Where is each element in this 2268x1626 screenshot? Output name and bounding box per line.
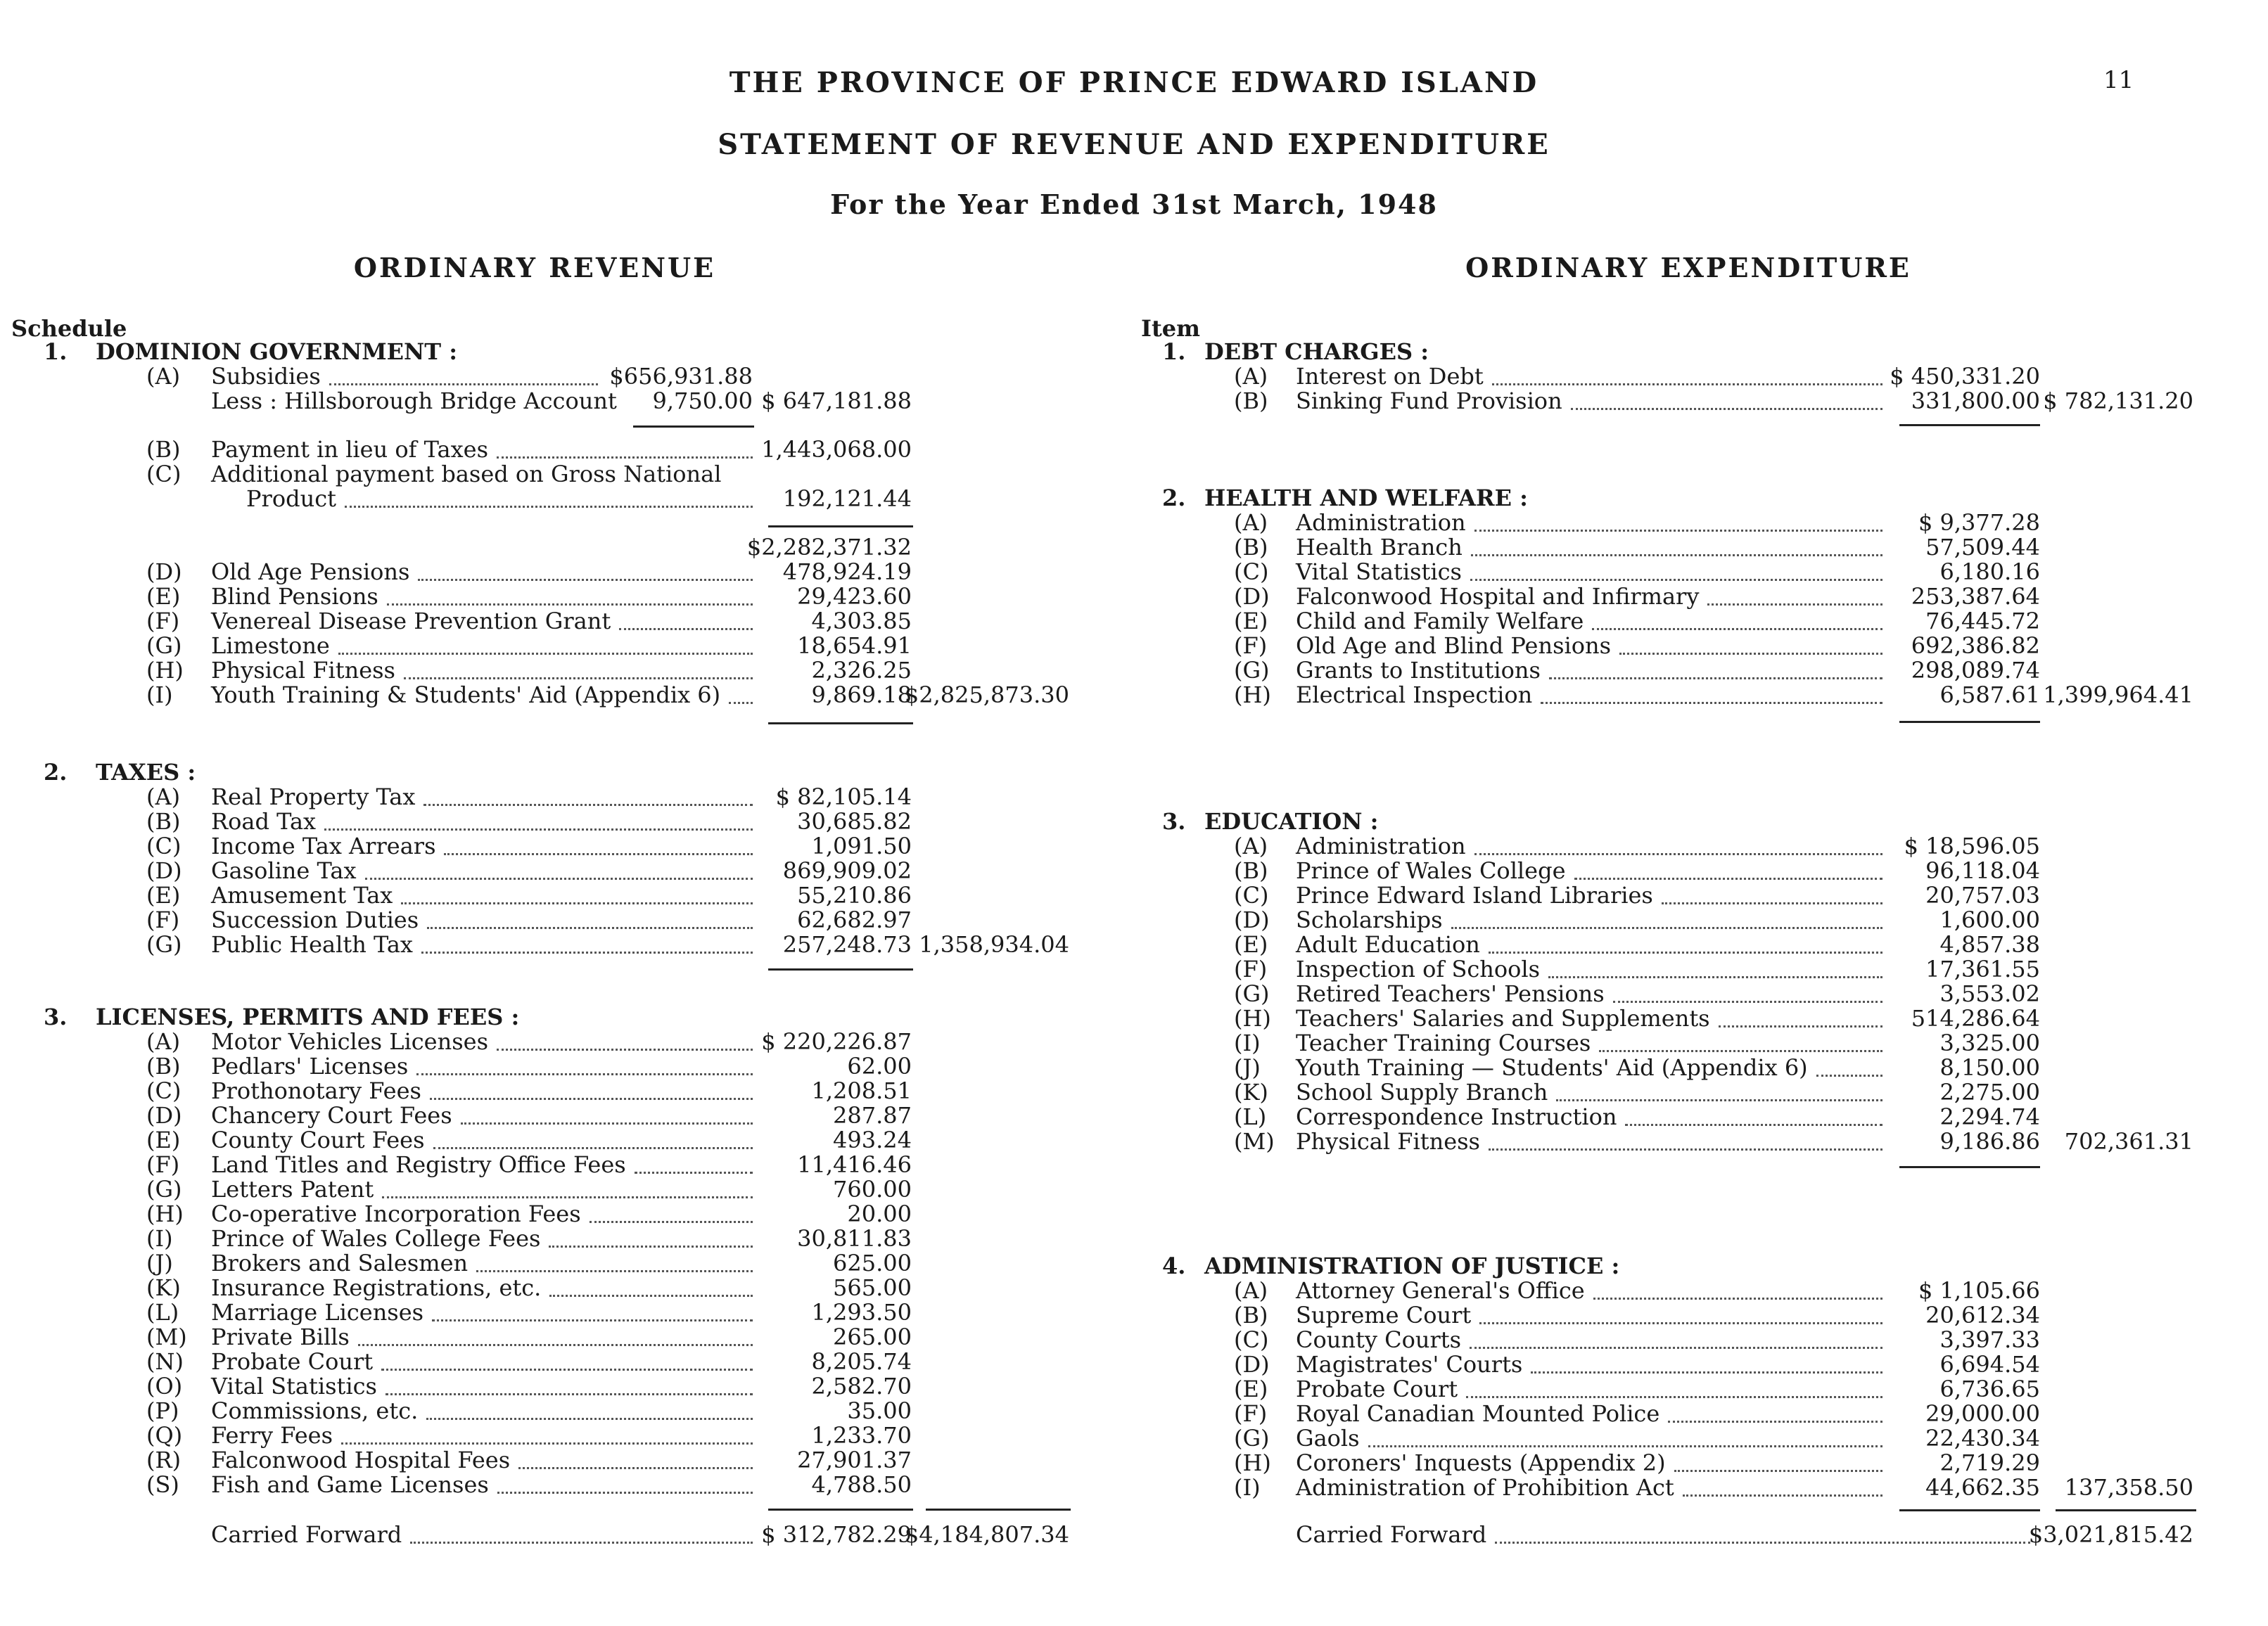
item-letter: (B) — [1234, 857, 1268, 884]
item-letter: (C) — [146, 833, 181, 859]
item-letter: (C) — [1234, 1326, 1269, 1353]
item-label: Fish and Game Licenses — [211, 1471, 489, 1498]
item-amount: 20,757.03 — [1925, 882, 2040, 909]
item-letter: (G) — [146, 632, 182, 659]
item-label: Gaols — [1296, 1425, 1360, 1452]
item-letter: (E) — [1234, 608, 1268, 634]
total-rule — [768, 525, 913, 527]
item-letter: (J) — [1234, 1054, 1261, 1081]
item-letter: (D) — [1234, 1351, 1270, 1378]
item-letter: (F) — [146, 907, 180, 933]
item-letter: (C) — [1234, 558, 1269, 585]
item-amount: $ 220,226.87 — [761, 1028, 912, 1055]
item-amount: 493.24 — [833, 1127, 912, 1153]
item-amount: 3,553.02 — [1939, 980, 2040, 1007]
item-amount: 2,326.25 — [811, 657, 912, 684]
item-amount: 29,000.00 — [1925, 1400, 2040, 1427]
item-label: Youth Training — Students' Aid (Appendix 6) — [1296, 1054, 1808, 1081]
item-amount: 287.87 — [833, 1102, 912, 1129]
section-total: $ 782,131.20 — [2043, 388, 2193, 414]
statement-period: For the Year Ended 31st March, 1948 — [830, 188, 1438, 220]
item-amount: 6,694.54 — [1939, 1351, 2040, 1378]
item-amount: 4,857.38 — [1939, 931, 2040, 958]
section-title: DEBT CHARGES : — [1204, 338, 1429, 365]
item-amount: 3,325.00 — [1939, 1030, 2040, 1056]
item-letter: (I) — [146, 1225, 173, 1252]
item-letter: (I) — [146, 681, 173, 708]
item-amount: 478,924.19 — [782, 558, 912, 585]
item-letter: (B) — [1234, 1302, 1268, 1329]
item-label: Marriage Licenses — [211, 1299, 424, 1326]
item-label: Prince of Wales College — [1296, 857, 1566, 884]
statement-title: STATEMENT OF REVENUE AND EXPENDITURE — [718, 128, 1550, 161]
carried-forward-label: Carried Forward — [211, 1521, 402, 1548]
item-label: Royal Canadian Mounted Police — [1296, 1400, 1660, 1427]
item-letter: (H) — [1234, 681, 1271, 708]
item-label: Brokers and Salesmen — [211, 1250, 469, 1276]
item-amount: 3,397.33 — [1939, 1326, 2040, 1353]
section-total: 137,358.50 — [2064, 1474, 2193, 1501]
item-amount: 692,386.82 — [1911, 632, 2040, 659]
carried-forward-total: $3,021,815.42 — [2028, 1521, 2193, 1548]
item-letter: (R) — [146, 1447, 181, 1473]
item-label: Blind Pensions — [211, 583, 378, 610]
item-label: Prothonotary Fees — [211, 1077, 421, 1104]
item-label: Physical Fitness — [211, 657, 395, 684]
total-rule — [1899, 1166, 2040, 1168]
item-label: Insurance Registrations, etc. — [211, 1274, 542, 1301]
item-amount: 6,736.65 — [1939, 1376, 2040, 1402]
item-label: Amusement Tax — [211, 882, 393, 909]
item-letter: (A) — [1234, 833, 1268, 859]
item-letter: (F) — [146, 608, 180, 634]
total-rule — [768, 1509, 913, 1511]
item-label: Supreme Court — [1296, 1302, 1472, 1329]
item-amount: 2,719.29 — [1939, 1449, 2040, 1476]
item-amount: 6,587.61 — [1939, 681, 2040, 708]
item-amount: $ 647,181.88 — [761, 388, 912, 414]
item-letter: (E) — [1234, 1376, 1268, 1402]
item-letter: (G) — [1234, 980, 1270, 1007]
item-letter: (E) — [1234, 931, 1268, 958]
section-total: 1,399,964.41 — [2043, 681, 2193, 708]
item-letter: (A) — [146, 363, 181, 390]
item-letter: (H) — [146, 1201, 184, 1227]
item-label: Vital Statistics — [211, 1373, 377, 1400]
item-amount: $ 450,331.20 — [1890, 363, 2040, 390]
section-title: EDUCATION : — [1204, 808, 1379, 835]
item-letter: (D) — [1234, 583, 1270, 610]
item-letter: (A) — [1234, 363, 1268, 390]
item-letter: (B) — [146, 808, 181, 835]
section-title: LICENSES, PERMITS AND FEES : — [96, 1004, 520, 1030]
item-label: Youth Training & Students' Aid (Appendix 6) — [211, 681, 721, 708]
item-label: Vital Statistics — [1296, 558, 1462, 585]
section-number: 1. — [1162, 338, 1186, 365]
item-label: Payment in lieu of Taxes — [211, 436, 488, 463]
revenue-heading: ORDINARY REVENUE — [353, 252, 716, 283]
section-title: HEALTH AND WELFARE : — [1204, 485, 1528, 511]
item-label: Coroners' Inquests (Appendix 2) — [1296, 1449, 1666, 1476]
item-amount: 1,233.70 — [811, 1422, 912, 1449]
item-amount: 30,685.82 — [797, 808, 912, 835]
item-letter: (F) — [1234, 632, 1268, 659]
item-letter: (G) — [146, 931, 182, 958]
section-number: 2. — [44, 759, 68, 786]
item-amount: 257,248.73 — [782, 931, 912, 958]
item-letter: (H) — [146, 657, 184, 684]
item-letter: (C) — [146, 1077, 181, 1104]
item-label: Pedlars' Licenses — [211, 1053, 409, 1080]
page-number: 11 — [2103, 66, 2134, 94]
item-label: Administration — [1296, 509, 1466, 536]
item-amount: 265.00 — [833, 1324, 912, 1350]
item-amount: $ 1,105.66 — [1918, 1277, 2040, 1304]
item-letter: (N) — [146, 1348, 184, 1375]
item-amount: 1,600.00 — [1939, 907, 2040, 933]
section-number: 3. — [44, 1004, 68, 1030]
item-label: Health Branch — [1296, 534, 1463, 561]
total-rule — [926, 1509, 1071, 1511]
item-label: Probate Court — [1296, 1376, 1458, 1402]
item-letter: (J) — [146, 1250, 173, 1276]
item-label: Road Tax — [211, 808, 317, 835]
page-title: THE PROVINCE OF PRINCE EDWARD ISLAND — [729, 66, 1539, 99]
item-amount: 27,901.37 — [797, 1447, 912, 1473]
item-letter: (E) — [146, 1127, 181, 1153]
item-label: Private Bills — [211, 1324, 350, 1350]
item-label: Physical Fitness — [1296, 1128, 1480, 1155]
total-rule — [768, 722, 913, 724]
section-total: $2,825,873.30 — [904, 681, 1069, 708]
item-letter: (F) — [1234, 956, 1268, 982]
item-letter: (A) — [1234, 509, 1268, 536]
item-label: Administration — [1296, 833, 1466, 859]
item-letter: (M) — [1234, 1128, 1275, 1155]
section-number: 3. — [1162, 808, 1186, 835]
carried-forward-amount: $ 312,782.29 — [761, 1521, 912, 1548]
item-inner-amount: 9,750.00 — [652, 388, 753, 414]
section-number: 1. — [44, 338, 68, 365]
section-number: 2. — [1162, 485, 1186, 511]
item-amount: 298,089.74 — [1911, 657, 2040, 684]
item-label: Retired Teachers' Pensions — [1296, 980, 1605, 1007]
item-label: Venereal Disease Prevention Grant — [211, 608, 611, 634]
item-amount: 30,811.83 — [797, 1225, 912, 1252]
item-amount: 192,121.44 — [782, 485, 912, 512]
item-letter: (B) — [1234, 388, 1268, 414]
item-amount: 2,275.00 — [1939, 1079, 2040, 1106]
item-label: School Supply Branch — [1296, 1079, 1548, 1106]
item-amount: 11,416.46 — [797, 1151, 912, 1178]
item-label: Attorney General's Office — [1296, 1277, 1585, 1304]
schedule-label: Schedule — [11, 315, 127, 342]
item-label: Old Age and Blind Pensions — [1296, 632, 1612, 659]
item-letter: (D) — [146, 857, 182, 884]
item-letter: (I) — [1234, 1030, 1261, 1056]
item-letter: (D) — [146, 1102, 182, 1129]
item-label: Administration of Prohibition Act — [1296, 1474, 1674, 1501]
item-letter: (A) — [146, 1028, 181, 1055]
item-amount: 514,286.64 — [1911, 1005, 2040, 1032]
item-label: Prince of Wales College Fees — [211, 1225, 541, 1252]
item-label: Adult Education — [1296, 931, 1480, 958]
total-rule — [768, 968, 913, 971]
item-letter: (B) — [146, 1053, 181, 1080]
item-label: Limestone — [211, 632, 330, 659]
item-amount: 1,091.50 — [811, 833, 912, 859]
section-total: 1,358,934.04 — [919, 931, 1069, 958]
item-amount: 22,430.34 — [1925, 1425, 2040, 1452]
item-label: Less : Hillsborough Bridge Account — [211, 388, 617, 414]
item-amount: 18,654.91 — [797, 632, 912, 659]
item-amount: $ 18,596.05 — [1904, 833, 2040, 859]
total-rule — [2056, 1509, 2196, 1511]
item-letter: (C) — [146, 461, 181, 487]
item-amount: $2,282,371.32 — [746, 534, 912, 561]
section-number: 4. — [1162, 1253, 1186, 1279]
item-amount: 2,294.74 — [1939, 1103, 2040, 1130]
item-amount: $ 82,105.14 — [775, 783, 912, 810]
item-amount: 4,788.50 — [811, 1471, 912, 1498]
item-label: County Court Fees — [211, 1127, 425, 1153]
item-label: Inspection of Schools — [1296, 956, 1541, 982]
item-amount: 253,387.64 — [1911, 583, 2040, 610]
carried-forward-total: $4,184,807.34 — [904, 1521, 1069, 1548]
item-label: Co-operative Incorporation Fees — [211, 1201, 581, 1227]
item-label: County Courts — [1296, 1326, 1462, 1353]
item-letter: (S) — [146, 1471, 179, 1498]
item-letter: (F) — [146, 1151, 180, 1178]
item-amount: 44,662.35 — [1925, 1474, 2040, 1501]
item-letter: (G) — [146, 1176, 182, 1203]
item-amount: 4,303.85 — [811, 608, 912, 634]
item-label: Public Health Tax — [211, 931, 413, 958]
item-amount: 62,682.97 — [797, 907, 912, 933]
item-amount: 55,210.86 — [797, 882, 912, 909]
total-rule — [1899, 1509, 2040, 1511]
item-inner-amount: $656,931.88 — [609, 363, 753, 390]
item-amount: 8,205.74 — [811, 1348, 912, 1375]
item-letter: (B) — [1234, 534, 1268, 561]
item-amount: 35.00 — [847, 1397, 912, 1424]
item-amount: 869,909.02 — [782, 857, 912, 884]
item-label: Gasoline Tax — [211, 857, 357, 884]
item-label: Prince Edward Island Libraries — [1296, 882, 1653, 909]
item-amount: 565.00 — [833, 1274, 912, 1301]
item-label: Sinking Fund Provision — [1296, 388, 1562, 414]
item-label: Commissions, etc. — [211, 1397, 419, 1424]
item-label: Real Property Tax — [211, 783, 416, 810]
item-letter: (Q) — [146, 1422, 183, 1449]
item-label: Teachers' Salaries and Supplements — [1296, 1005, 1710, 1032]
item-amount: 96,118.04 — [1925, 857, 2040, 884]
item-label: Electrical Inspection — [1296, 681, 1533, 708]
item-amount: 2,582.70 — [811, 1373, 912, 1400]
item-amount: 62.00 — [847, 1053, 912, 1080]
item-letter: (G) — [1234, 657, 1270, 684]
item-label: Income Tax Arrears — [211, 833, 436, 859]
item-letter: (D) — [1234, 907, 1270, 933]
item-label: Child and Family Welfare — [1296, 608, 1584, 634]
section-title: TAXES : — [96, 759, 196, 786]
item-letter: (C) — [1234, 882, 1269, 909]
item-amount: 9,186.86 — [1939, 1128, 2040, 1155]
item-amount: 17,361.55 — [1925, 956, 2040, 982]
item-amount: 760.00 — [833, 1176, 912, 1203]
item-letter: (G) — [1234, 1425, 1270, 1452]
item-letter: (E) — [146, 583, 181, 610]
item-label: Chancery Court Fees — [211, 1102, 452, 1129]
item-letter: (L) — [146, 1299, 179, 1326]
item-label: Scholarships — [1296, 907, 1443, 933]
item-letter: (O) — [146, 1373, 183, 1400]
item-label: Item — [1141, 315, 1200, 342]
item-amount: 9,869.18 — [811, 681, 912, 708]
item-amount: 1,293.50 — [811, 1299, 912, 1326]
item-amount: 20,612.34 — [1925, 1302, 2040, 1329]
item-label: Old Age Pensions — [211, 558, 410, 585]
item-letter: (L) — [1234, 1103, 1267, 1130]
item-amount: 625.00 — [833, 1250, 912, 1276]
item-amount: $ 9,377.28 — [1918, 509, 2040, 536]
item-letter: (H) — [1234, 1005, 1271, 1032]
item-letter: (E) — [146, 882, 181, 909]
item-label: Falconwood Hospital Fees — [211, 1447, 511, 1473]
item-amount: 57,509.44 — [1925, 534, 2040, 561]
item-letter: (A) — [1234, 1277, 1268, 1304]
carried-forward-label: Carried Forward — [1296, 1521, 1487, 1548]
item-label: Teacher Training Courses — [1296, 1030, 1591, 1056]
item-letter: (B) — [146, 436, 181, 463]
item-letter: (H) — [1234, 1449, 1271, 1476]
item-amount: 8,150.00 — [1939, 1054, 2040, 1081]
item-amount: 6,180.16 — [1939, 558, 2040, 585]
item-label: Correspondence Instruction — [1296, 1103, 1617, 1130]
item-label: Land Titles and Registry Office Fees — [211, 1151, 626, 1178]
section-total: 702,361.31 — [2064, 1128, 2193, 1155]
item-label: Motor Vehicles Licenses — [211, 1028, 488, 1055]
item-label: Magistrates' Courts — [1296, 1351, 1523, 1378]
item-letter: (M) — [146, 1324, 187, 1350]
item-label: Subsidies — [211, 363, 321, 390]
item-label: Grants to Institutions — [1296, 657, 1541, 684]
expenditure-heading: ORDINARY EXPENDITURE — [1465, 252, 1911, 283]
item-letter: (F) — [1234, 1400, 1268, 1427]
item-label: Additional payment based on Gross National — [211, 461, 722, 487]
item-label: Product — [246, 485, 336, 512]
item-label: Succession Duties — [211, 907, 419, 933]
total-rule — [633, 425, 754, 428]
item-letter: (A) — [146, 783, 181, 810]
item-amount: 29,423.60 — [797, 583, 912, 610]
total-rule — [1899, 721, 2040, 723]
section-title: ADMINISTRATION OF JUSTICE : — [1204, 1253, 1620, 1279]
item-letter: (K) — [146, 1274, 181, 1301]
item-letter: (I) — [1234, 1474, 1261, 1501]
item-label: Letters Patent — [211, 1176, 374, 1203]
item-letter: (P) — [146, 1397, 179, 1424]
section-title: DOMINION GOVERNMENT : — [96, 338, 458, 365]
item-label: Ferry Fees — [211, 1422, 333, 1449]
item-label: Falconwood Hospital and Infirmary — [1296, 583, 1700, 610]
item-amount: 1,208.51 — [811, 1077, 912, 1104]
item-letter: (K) — [1234, 1079, 1268, 1106]
item-label: Interest on Debt — [1296, 363, 1484, 390]
item-amount: 1,443,068.00 — [761, 436, 912, 463]
item-letter: (D) — [146, 558, 182, 585]
total-rule — [1899, 424, 2040, 426]
item-amount: 20.00 — [847, 1201, 912, 1227]
item-amount: 76,445.72 — [1925, 608, 2040, 634]
item-label: Probate Court — [211, 1348, 374, 1375]
item-amount: 331,800.00 — [1911, 388, 2040, 414]
